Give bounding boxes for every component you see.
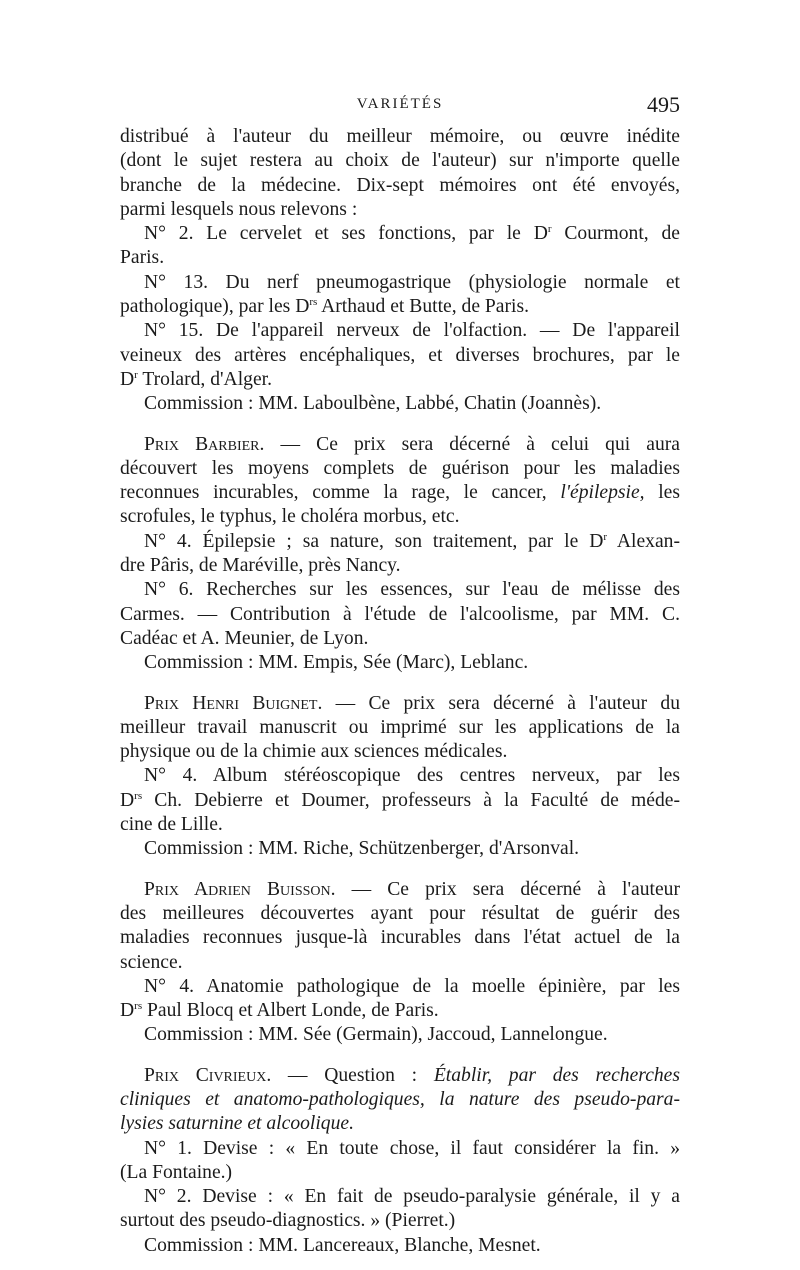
commission-line: Commission : MM. Laboulbène, Labbé, Chatin (Joannès). (144, 393, 602, 415)
entry-line: N° 4. Anatomie pathologique de la moelle épinière, par les (144, 975, 680, 997)
text-line: lysies saturnine et alcoolique. (120, 1113, 354, 1135)
entry-line: N° 2. Le cervelet et ses fonctions, par le $D^r$ Courmont, de (144, 223, 680, 245)
body-text (120, 125, 680, 1258)
text-line: (dont le sujet restera au choix de l'auteur) sur n'importe quelle (120, 150, 680, 172)
prize-heading-line: Prix Barbier. — Ce prix sera décerné à celui qui aura (144, 433, 681, 455)
prize-name: Prix Barbier. (144, 433, 265, 455)
running-header (120, 92, 680, 120)
prize-heading-line: Prix Henri Buignet. — Ce prix sera décerné à l'auteur du (144, 692, 680, 714)
text-line: des meilleures découvertes ayant pour résultat de guérir des (120, 902, 680, 924)
entry-line: N° 13. Du nerf pneumogastrique (physiologie normale et (144, 271, 680, 293)
entry-line: $D^{rs}$ Ch. Debierre et Doumer, professeurs à la Faculté de méde- (120, 789, 680, 811)
page-number: 495 (647, 92, 680, 117)
prize-name: Prix Henri Buignet. (144, 692, 323, 714)
entry-line: cine de Lille. (120, 814, 223, 836)
entry-line: dre Pâris, de Maréville, près Nancy. (120, 555, 401, 577)
text-line: parmi lesquels nous relevons : (120, 198, 358, 220)
entry-line: surtout des pseudo-diagnostics. » (Pierret.) (120, 1210, 456, 1232)
entry-line: Cadéac et A. Meunier, de Lyon. (120, 627, 369, 649)
text-line: science. (120, 951, 183, 973)
entry-line: N° 4. Épilepsie ; sa nature, son traitement, par le $D^r$ Alexan- (144, 530, 680, 552)
section-title: VARIÉTÉS (356, 96, 444, 112)
commission-line: Commission : MM. Riche, Schützenberger, d'Arsonval. (144, 838, 580, 860)
entry-line: N° 1. Devise : « En toute chose, il faut considérer la fin. » (144, 1137, 680, 1159)
entry-line: (La Fontaine.) (120, 1161, 233, 1183)
entry-line: Carmes. — Contribution à l'étude de l'alcoolisme, par MM. C. (120, 603, 680, 625)
commission-line: Commission : MM. Sée (Germain), Jaccoud, Lannelongue. (144, 1024, 608, 1046)
commission-line: Commission : MM. Empis, Sée (Marc), Leblanc. (144, 652, 529, 674)
entry-line: N° 15. De l'appareil nerveux de l'olfaction. — De l'appareil (144, 320, 680, 342)
text-line: scrofules, le typhus, le choléra morbus, etc. (120, 506, 460, 528)
text-line: cliniques et anatomo-pathologiques, la nature des pseudo-para- (120, 1088, 680, 1110)
text-line: découvert les moyens complets de guérison pour les maladies (120, 457, 680, 479)
entry-line: N° 2. Devise : « En fait de pseudo-paralysie générale, il y a (144, 1186, 680, 1208)
entry-line: N° 4. Album stéréoscopique des centres nerveux, par les (144, 765, 680, 787)
prize-name: Prix Adrien Buisson. (144, 878, 336, 900)
prize-heading-line: Prix Civrieux. — Question : Établir, par des recherches (144, 1064, 681, 1086)
entry-line: $D^{rs}$ Paul Blocq et Albert Londe, de Paris. (120, 1000, 439, 1022)
text-line: maladies reconnues jusque-là incurables dans l'état actuel de la (120, 927, 680, 949)
entry-line: pathologique), par les $D^{rs}$ Arthaud et Butte, de Paris. (120, 296, 529, 318)
text-line: physique ou de la chimie aux sciences médicales. (120, 741, 508, 763)
text-line: reconnues incurables, comme la rage, le cancer, l'épilepsie, les (120, 482, 681, 504)
entry-line: N° 6. Recherches sur les essences, sur l'eau de mélisse des (144, 579, 680, 601)
text-line: branche de la médecine. Dix-sept mémoires ont été envoyés, (120, 174, 680, 196)
text-line: meilleur travail manuscrit ou imprimé sur les applications de la (120, 716, 680, 738)
entry-line: $D^r$ Trolard, d'Alger. (120, 368, 272, 390)
text-line: distribué à l'auteur du meilleur mémoire, ou œuvre inédite (120, 126, 680, 147)
prize-heading-line: Prix Adrien Buisson. — Ce prix sera décerné à l'auteur (144, 878, 680, 900)
commission-line: Commission : MM. Lancereaux, Blanche, Mesnet. (144, 1234, 541, 1256)
entry-line: veineux des artères encéphaliques, et diverses brochures, par le (120, 344, 680, 366)
entry-line: Paris. (120, 247, 165, 269)
prize-name: Prix Civrieux. (144, 1064, 272, 1086)
